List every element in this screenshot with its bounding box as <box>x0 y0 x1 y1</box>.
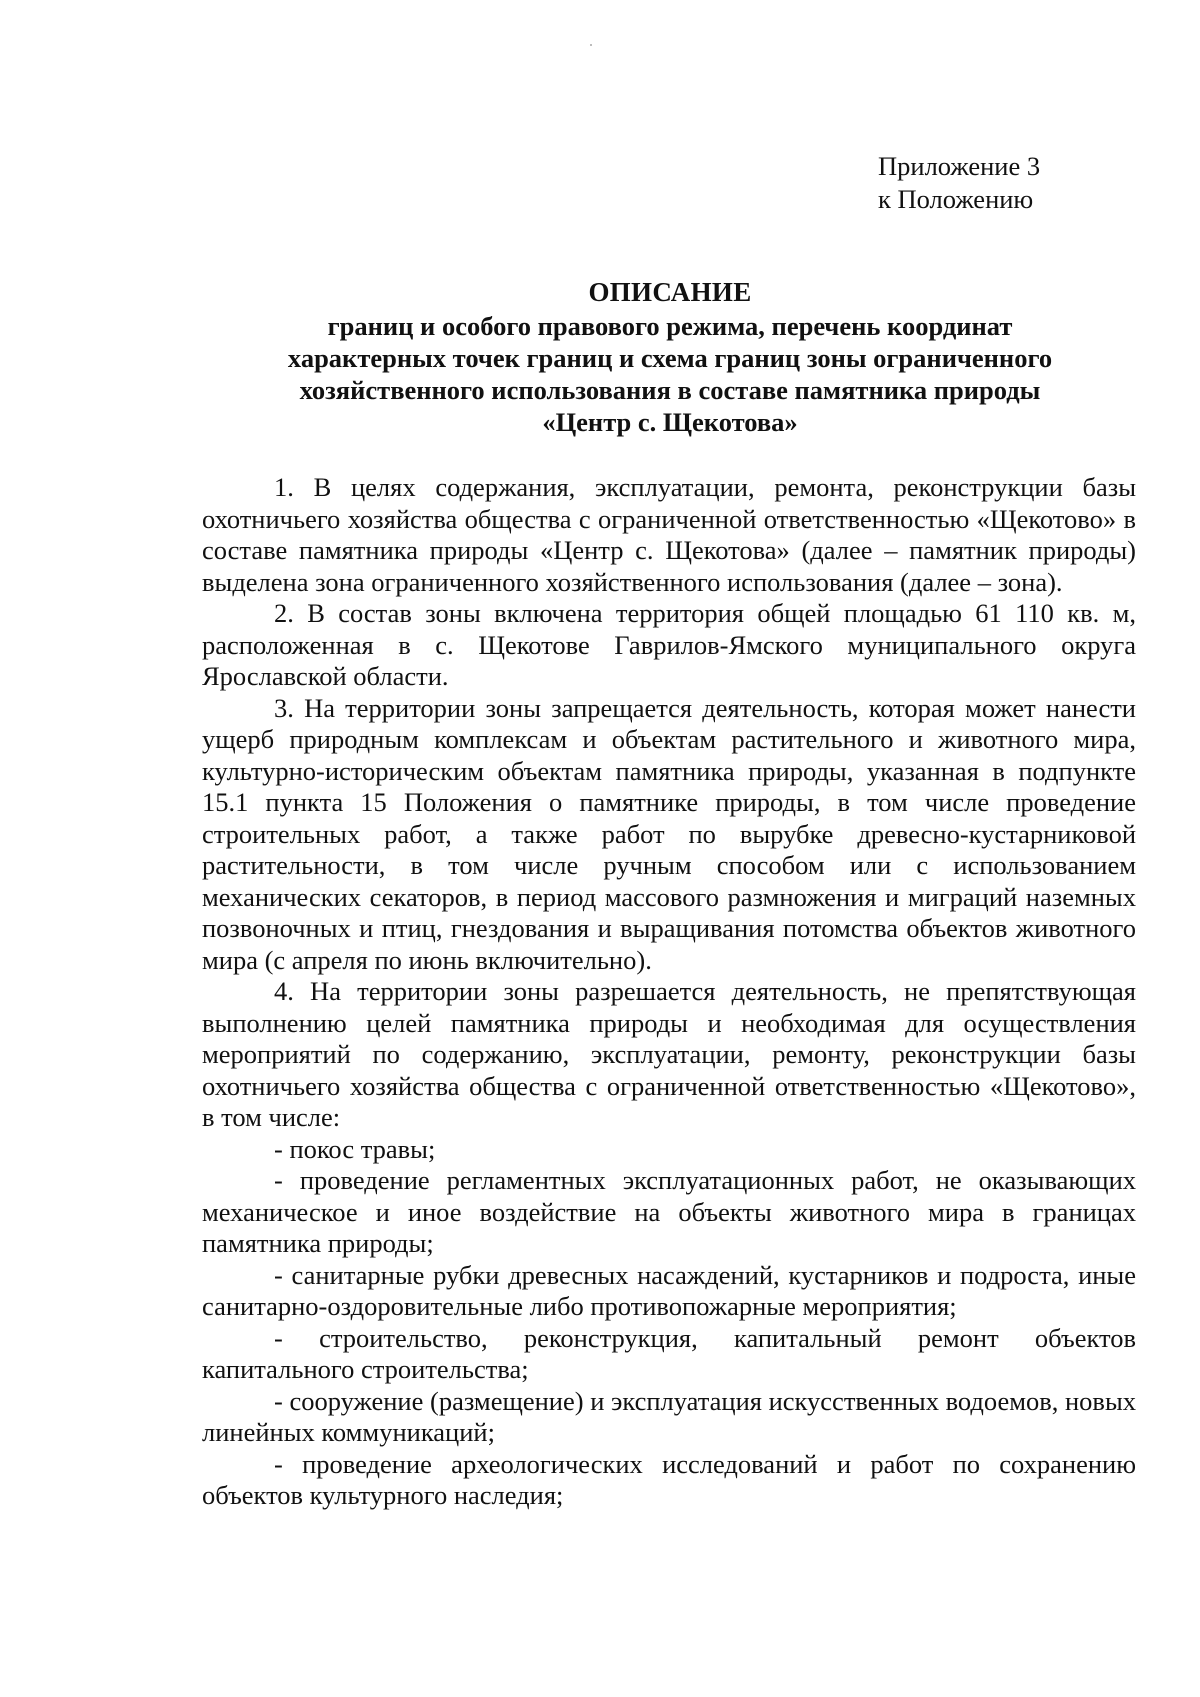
list-item: - строительство, реконструкция, капитальный ремонт объектов капитального строительства; <box>202 1322 1136 1384</box>
paragraph-3: 3. На территории зоны запрещается деятельность, которая может нанести ущерб природным комплексам и объектам растительного и животного мира, культурно-историческим объектам памятника природы, указанная в подпункте 15.1 пункта 15 Положения о памятнике природы, в том числе проведение строительных работ, а также работ по вырубке древесно-кустарниковой растительности, в том числе ручным способом или с использованием механических секаторов, в период массового размножения и миграций наземных позвоночных и птиц, гнездования и выращивания потомства объектов животного мира (с апреля по июнь включительно). <box>202 692 1136 975</box>
list-item: - проведение регламентных эксплуатационных работ, не оказывающих механическое и иное воздействие на объекты животного мира в границах памятника природы; <box>202 1165 1136 1258</box>
document-body <box>202 472 1136 1512</box>
list-item: - покос травы; <box>274 1133 436 1164</box>
title-line-3: хозяйственного использования в составе памятника природы <box>299 375 1041 405</box>
title-line-1: границ и особого правового режима, перечень координат <box>327 311 1013 341</box>
title-line-4: «Центр с. Щекотова» <box>542 407 798 437</box>
paragraph-2: 2. В состав зоны включена территория общей площадью 61 110 кв. м, расположенная в с. Щекотове Гаврилов-Ямского муниципального округа Ярославской области. <box>202 598 1136 691</box>
appendix-target: к Положению <box>878 184 1034 214</box>
list-item: - проведение археологических исследований и работ по сохранению объектов культурного наследия; <box>202 1448 1136 1510</box>
appendix-number: Приложение 3 <box>878 151 1041 181</box>
paragraph-1: 1. В целях содержания, эксплуатации, ремонта, реконструкции базы охотничьего хозяйства общества с ограниченной ответственностью «Щекотово» в составе памятника природы «Центр с. Щекотова» (далее – памятник природы) выделена зона ограниченного хозяйственного использования (далее – зона). <box>202 472 1136 597</box>
list-item: - санитарные рубки древесных насаждений, кустарников и подроста, иные санитарно-оздоровительные либо противопожарные мероприятия; <box>202 1259 1136 1321</box>
scan-speck <box>590 44 592 46</box>
paragraph-4: 4. На территории зоны разрешается деятельность, не препятствующая выполнению целей памятника природы и необходимая для осуществления мероприятий по содержанию, эксплуатации, ремонту, реконструкции базы охотничьего хозяйства общества с ограниченной ответственностью «Щекотово», в том числе: <box>202 976 1136 1132</box>
list-item: - сооружение (размещение) и эксплуатация искусственных водоемов, новых линейных коммуникаций; <box>202 1385 1136 1447</box>
document-title-block <box>200 276 1140 438</box>
document-title: ОПИСАНИЕ <box>588 277 752 307</box>
title-line-2: характерных точек границ и схема границ зоны ограниченного <box>287 343 1053 373</box>
appendix-reference <box>878 150 1040 216</box>
